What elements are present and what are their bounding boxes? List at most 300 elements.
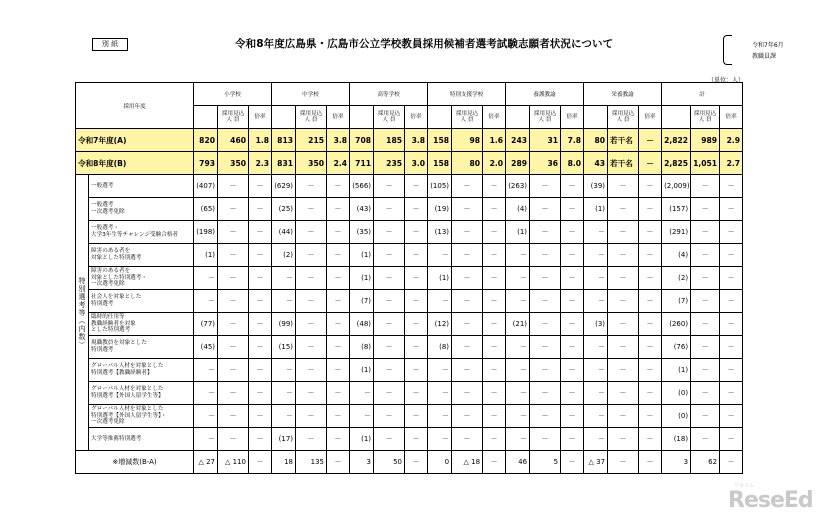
table-cell: － bbox=[327, 359, 350, 382]
table-cell: － bbox=[194, 428, 218, 451]
table-cell: － bbox=[452, 267, 483, 290]
table-cell: 3 bbox=[662, 451, 691, 474]
row-label: グローバル人材を対象とした 特別選考【教職経験者】 bbox=[89, 359, 194, 382]
watermark-small: リセマム bbox=[734, 483, 754, 489]
table-cell: 158 bbox=[428, 129, 452, 152]
table-cell: － bbox=[720, 428, 743, 451]
table-cell: 43 bbox=[584, 152, 608, 175]
table-cell: (1) bbox=[428, 267, 452, 290]
table-cell: 243 bbox=[506, 129, 530, 152]
table-cell: (4) bbox=[662, 244, 691, 267]
table-cell: － bbox=[374, 175, 405, 198]
table-cell: － bbox=[483, 175, 506, 198]
table-cell: － bbox=[561, 313, 584, 336]
table-cell: － bbox=[296, 290, 327, 313]
table-cell: (4) bbox=[506, 198, 530, 221]
table-cell: (1) bbox=[584, 198, 608, 221]
table-row-special bbox=[76, 382, 743, 405]
table-cell: － bbox=[720, 336, 743, 359]
table-cell: － bbox=[639, 221, 662, 244]
header-category: 採用年度 bbox=[76, 83, 194, 129]
table-cell: － bbox=[720, 175, 743, 198]
table-cell: － bbox=[639, 244, 662, 267]
table-cell: － bbox=[691, 244, 720, 267]
table-cell: － bbox=[405, 198, 428, 221]
table-cell: (1) bbox=[350, 267, 374, 290]
table-cell: － bbox=[452, 382, 483, 405]
table-cell: － bbox=[720, 221, 743, 244]
header-planned: 採用見込 人 員 bbox=[218, 106, 249, 129]
header-school: 特別支援学校 bbox=[428, 83, 506, 106]
table-cell: (44) bbox=[272, 221, 296, 244]
table-cell: － bbox=[691, 290, 720, 313]
table-cell: － bbox=[639, 336, 662, 359]
table-cell: － bbox=[452, 359, 483, 382]
table-cell: (407) bbox=[194, 175, 218, 198]
table-cell: 3.8 bbox=[327, 129, 350, 152]
table-cell: (1) bbox=[350, 359, 374, 382]
table-cell: (260) bbox=[662, 313, 691, 336]
table-cell: － bbox=[483, 313, 506, 336]
header-ratio: 倍率 bbox=[561, 106, 584, 129]
table-cell: － bbox=[296, 198, 327, 221]
table-cell: － bbox=[584, 290, 608, 313]
table-cell: － bbox=[249, 313, 272, 336]
table-cell: (39) bbox=[584, 175, 608, 198]
header-planned: 採用見込 人 員 bbox=[608, 106, 639, 129]
table-cell: － bbox=[405, 405, 428, 428]
table-cell: 158 bbox=[428, 152, 452, 175]
table-row-special bbox=[76, 313, 743, 336]
table-cell: － bbox=[452, 336, 483, 359]
table-cell: － bbox=[350, 405, 374, 428]
table-cell: － bbox=[530, 267, 561, 290]
table-cell: － bbox=[272, 290, 296, 313]
table-cell: － bbox=[374, 267, 405, 290]
table-cell: － bbox=[296, 313, 327, 336]
table-cell: (198) bbox=[194, 221, 218, 244]
table-cell: － bbox=[720, 451, 743, 474]
row-label: グローバル人材を対象とした 特別選考【外国人留学生等】・ 一次選考免除 bbox=[89, 405, 194, 428]
table-cell: － bbox=[561, 244, 584, 267]
table-cell: － bbox=[249, 267, 272, 290]
header-applicants bbox=[428, 106, 452, 129]
table-cell: － bbox=[218, 336, 249, 359]
table-cell: 2.7 bbox=[720, 152, 743, 175]
table-cell: － bbox=[584, 405, 608, 428]
header-school: 高等学校 bbox=[350, 83, 428, 106]
table-cell: － bbox=[452, 290, 483, 313]
table-cell: (2) bbox=[662, 267, 691, 290]
table-cell: － bbox=[428, 428, 452, 451]
row-label: 障害のある者を 対象とした特別選考・ 一次選考免除 bbox=[89, 267, 194, 290]
table-cell: － bbox=[374, 221, 405, 244]
table-cell: － bbox=[691, 382, 720, 405]
table-cell: － bbox=[194, 359, 218, 382]
table-cell: － bbox=[405, 382, 428, 405]
table-cell: － bbox=[720, 267, 743, 290]
table-cell: (21) bbox=[506, 313, 530, 336]
header-school: 養護教諭 bbox=[506, 83, 584, 106]
table-cell: － bbox=[350, 382, 374, 405]
table-cell: 7.8 bbox=[561, 129, 584, 152]
table-cell: － bbox=[218, 382, 249, 405]
table-cell: － bbox=[483, 382, 506, 405]
table-cell: － bbox=[405, 336, 428, 359]
header-applicants bbox=[272, 106, 296, 129]
table-cell: － bbox=[720, 198, 743, 221]
page-title: 令和8年度広島県・広島市公立学校教員採用候補者選考試験志願者状況について bbox=[235, 38, 614, 50]
table-cell: － bbox=[530, 290, 561, 313]
header-row-schools bbox=[76, 83, 743, 106]
table-row-special bbox=[76, 359, 743, 382]
table-cell: － bbox=[608, 405, 639, 428]
table-cell: － bbox=[608, 267, 639, 290]
table-cell: 185 bbox=[374, 129, 405, 152]
table-cell: (76) bbox=[662, 336, 691, 359]
table-cell: － bbox=[584, 244, 608, 267]
table-cell: － bbox=[218, 267, 249, 290]
table-cell: (8) bbox=[350, 336, 374, 359]
table-cell: － bbox=[720, 359, 743, 382]
table-cell: － bbox=[530, 221, 561, 244]
table-cell: － bbox=[561, 175, 584, 198]
table-cell: 813 bbox=[272, 129, 296, 152]
department: 教職員課 bbox=[752, 53, 777, 60]
table-cell: 3 bbox=[350, 451, 374, 474]
table-cell: － bbox=[639, 382, 662, 405]
table-cell: (99) bbox=[272, 313, 296, 336]
table-cell: － bbox=[561, 359, 584, 382]
table-cell: － bbox=[194, 382, 218, 405]
table-cell: (3) bbox=[584, 313, 608, 336]
header-planned: 採用見込 人 員 bbox=[374, 106, 405, 129]
table-cell: － bbox=[249, 198, 272, 221]
table-cell: － bbox=[561, 428, 584, 451]
table-cell: － bbox=[249, 244, 272, 267]
table-cell: － bbox=[452, 405, 483, 428]
table-cell: (8) bbox=[428, 336, 452, 359]
table-cell: － bbox=[561, 451, 584, 474]
table-cell: － bbox=[272, 382, 296, 405]
table-cell: － bbox=[608, 451, 639, 474]
table-cell: (263) bbox=[506, 175, 530, 198]
resemom-watermark bbox=[728, 483, 813, 513]
header-ratio: 倍率 bbox=[483, 106, 506, 129]
table-cell: － bbox=[506, 359, 530, 382]
table-cell: － bbox=[428, 359, 452, 382]
table-cell: － bbox=[639, 451, 662, 474]
table-cell: － bbox=[720, 244, 743, 267]
table-cell: － bbox=[691, 175, 720, 198]
table-cell: 5 bbox=[530, 451, 561, 474]
table-cell: － bbox=[452, 244, 483, 267]
table-cell: (65) bbox=[194, 198, 218, 221]
header-applicants bbox=[584, 106, 608, 129]
header-planned: 採用見込 人 員 bbox=[452, 106, 483, 129]
table-cell: 若干名 bbox=[608, 152, 639, 175]
table-cell: － bbox=[584, 221, 608, 244]
table-cell: － bbox=[218, 405, 249, 428]
table-cell: － bbox=[374, 198, 405, 221]
table-cell: － bbox=[194, 267, 218, 290]
table-cell: 3.0 bbox=[405, 152, 428, 175]
table-cell: － bbox=[483, 359, 506, 382]
table-cell: － bbox=[691, 336, 720, 359]
table-cell: 215 bbox=[296, 129, 327, 152]
table-cell: (0) bbox=[662, 405, 691, 428]
table-cell: － bbox=[405, 451, 428, 474]
table-cell: － bbox=[218, 359, 249, 382]
table-row-special bbox=[76, 244, 743, 267]
table-cell: △ 27 bbox=[194, 451, 218, 474]
table-cell: － bbox=[561, 221, 584, 244]
table-cell: － bbox=[296, 428, 327, 451]
table-cell: － bbox=[483, 451, 506, 474]
table-cell: － bbox=[608, 428, 639, 451]
table-cell: (1) bbox=[662, 359, 691, 382]
table-cell: 2,825 bbox=[662, 152, 691, 175]
table-cell: 1.8 bbox=[249, 129, 272, 152]
table-cell: (35) bbox=[350, 221, 374, 244]
table-cell: (2,009) bbox=[662, 175, 691, 198]
table-cell: － bbox=[218, 313, 249, 336]
table-cell: 50 bbox=[374, 451, 405, 474]
row-label: ※増減数(B-A) bbox=[76, 451, 194, 474]
table-cell: (13) bbox=[428, 221, 452, 244]
table-cell: － bbox=[639, 267, 662, 290]
table-cell: － bbox=[374, 336, 405, 359]
table-cell: － bbox=[296, 244, 327, 267]
applicants-table bbox=[75, 82, 743, 474]
table-cell: － bbox=[218, 244, 249, 267]
table-cell: － bbox=[272, 359, 296, 382]
table-cell: － bbox=[691, 267, 720, 290]
header-applicants bbox=[194, 106, 218, 129]
table-row-special bbox=[76, 405, 743, 428]
table-cell: － bbox=[506, 336, 530, 359]
table-cell: － bbox=[561, 267, 584, 290]
table-cell: － bbox=[530, 359, 561, 382]
table-cell: － bbox=[639, 290, 662, 313]
row-label: 大学等推薦特別選考 bbox=[89, 428, 194, 451]
table-cell: － bbox=[506, 267, 530, 290]
table-cell: (1) bbox=[350, 244, 374, 267]
table-cell: (17) bbox=[272, 428, 296, 451]
table-row-special bbox=[76, 336, 743, 359]
table-cell: － bbox=[327, 175, 350, 198]
table-cell: － bbox=[561, 382, 584, 405]
table-cell: － bbox=[483, 290, 506, 313]
table-cell: － bbox=[608, 290, 639, 313]
table-cell: － bbox=[530, 428, 561, 451]
table-cell: － bbox=[327, 382, 350, 405]
table-cell: 460 bbox=[218, 129, 249, 152]
table-cell: (1) bbox=[194, 244, 218, 267]
table-cell: － bbox=[608, 359, 639, 382]
table-cell: (15) bbox=[272, 336, 296, 359]
table-cell: － bbox=[691, 359, 720, 382]
table-cell: － bbox=[327, 313, 350, 336]
table-cell: (629) bbox=[272, 175, 296, 198]
table-cell: － bbox=[584, 336, 608, 359]
table-cell: － bbox=[483, 405, 506, 428]
table-cell: (0) bbox=[662, 382, 691, 405]
table-cell: (45) bbox=[194, 336, 218, 359]
issue-date: 令和7年6月 bbox=[752, 42, 784, 49]
table-row-diff bbox=[76, 451, 743, 474]
table-cell: － bbox=[194, 405, 218, 428]
table-cell: － bbox=[296, 336, 327, 359]
table-row-year bbox=[76, 152, 743, 175]
table-cell: － bbox=[561, 290, 584, 313]
table-cell: － bbox=[249, 382, 272, 405]
table-cell: － bbox=[296, 359, 327, 382]
row-label: 臨時的任用等 教職経験者を対象 とした特別選考 bbox=[89, 313, 194, 336]
table-cell: 98 bbox=[452, 129, 483, 152]
table-cell: － bbox=[327, 244, 350, 267]
table-row-special bbox=[76, 290, 743, 313]
table-cell: (1) bbox=[350, 428, 374, 451]
table-cell: － bbox=[194, 290, 218, 313]
table-cell: － bbox=[249, 175, 272, 198]
table-cell: － bbox=[218, 221, 249, 244]
table-cell: － bbox=[691, 428, 720, 451]
table-cell: － bbox=[483, 336, 506, 359]
table-cell: － bbox=[428, 382, 452, 405]
table-cell: (12) bbox=[428, 313, 452, 336]
table-cell: － bbox=[483, 428, 506, 451]
table-cell: － bbox=[530, 313, 561, 336]
header-school: 栄養教諭 bbox=[584, 83, 662, 106]
table-cell: － bbox=[428, 405, 452, 428]
table-cell: － bbox=[327, 428, 350, 451]
table-cell: － bbox=[249, 359, 272, 382]
table-cell: － bbox=[296, 175, 327, 198]
table-cell: (1) bbox=[506, 221, 530, 244]
table-cell: 若干名 bbox=[608, 129, 639, 152]
table-cell: － bbox=[608, 175, 639, 198]
table-cell: 62 bbox=[691, 451, 720, 474]
table-cell: (7) bbox=[662, 290, 691, 313]
table-cell: － bbox=[452, 313, 483, 336]
table-cell: 18 bbox=[272, 451, 296, 474]
table-cell: － bbox=[327, 198, 350, 221]
table-cell: － bbox=[405, 244, 428, 267]
table-row-special bbox=[76, 198, 743, 221]
table-cell: 2.4 bbox=[327, 152, 350, 175]
table-cell: － bbox=[720, 405, 743, 428]
header-applicants bbox=[350, 106, 374, 129]
table-cell: － bbox=[296, 267, 327, 290]
table-cell: － bbox=[530, 244, 561, 267]
header-school: 中学校 bbox=[272, 83, 350, 106]
table-cell: － bbox=[374, 382, 405, 405]
table-cell: － bbox=[428, 290, 452, 313]
table-cell: － bbox=[584, 267, 608, 290]
table-row-special bbox=[76, 175, 743, 198]
table-cell: － bbox=[530, 175, 561, 198]
table-cell: － bbox=[530, 382, 561, 405]
table-cell: － bbox=[639, 152, 662, 175]
table-cell: 135 bbox=[296, 451, 327, 474]
table-cell: － bbox=[374, 244, 405, 267]
table-cell: － bbox=[561, 405, 584, 428]
attachment-label: 別 紙 bbox=[92, 38, 128, 51]
row-label: 障害のある者を 対象とした特別選考 bbox=[89, 244, 194, 267]
table-cell: － bbox=[608, 221, 639, 244]
table-cell: － bbox=[691, 221, 720, 244]
table-cell: － bbox=[405, 221, 428, 244]
table-cell: (2) bbox=[272, 244, 296, 267]
table-cell: － bbox=[561, 198, 584, 221]
table-cell: 989 bbox=[691, 129, 720, 152]
table-cell: － bbox=[639, 129, 662, 152]
table-cell: － bbox=[506, 428, 530, 451]
table-cell: － bbox=[483, 244, 506, 267]
table-cell: (77) bbox=[194, 313, 218, 336]
table-cell: 80 bbox=[584, 129, 608, 152]
table-cell: － bbox=[327, 451, 350, 474]
table-cell: － bbox=[608, 313, 639, 336]
table-cell: － bbox=[608, 336, 639, 359]
table-cell: 31 bbox=[530, 129, 561, 152]
table-cell: － bbox=[639, 313, 662, 336]
table-cell: － bbox=[296, 221, 327, 244]
table-cell: － bbox=[720, 313, 743, 336]
table-cell: △ 110 bbox=[218, 451, 249, 474]
header-planned: 採用見込 人 員 bbox=[691, 106, 720, 129]
table-cell: 2.9 bbox=[720, 129, 743, 152]
table-cell: (48) bbox=[350, 313, 374, 336]
table-cell: 793 bbox=[194, 152, 218, 175]
table-cell: － bbox=[506, 244, 530, 267]
table-cell: 8.0 bbox=[561, 152, 584, 175]
row-label: 一般選考 bbox=[89, 175, 194, 198]
side-label: 特別選考等（内数） bbox=[76, 175, 89, 451]
row-label: 社会人を対象とした 特別選考 bbox=[89, 290, 194, 313]
table-cell: △ 18 bbox=[452, 451, 483, 474]
table-cell: － bbox=[608, 244, 639, 267]
table-cell: － bbox=[405, 359, 428, 382]
table-cell: (43) bbox=[350, 198, 374, 221]
table-cell: (18) bbox=[662, 428, 691, 451]
table-cell: － bbox=[720, 382, 743, 405]
table-cell: － bbox=[374, 405, 405, 428]
table-cell: － bbox=[249, 451, 272, 474]
table-cell: 820 bbox=[194, 129, 218, 152]
table-cell: － bbox=[530, 336, 561, 359]
table-cell: 3.8 bbox=[405, 129, 428, 152]
table-cell: － bbox=[530, 198, 561, 221]
table-cell: － bbox=[327, 267, 350, 290]
table-cell: 1.6 bbox=[483, 129, 506, 152]
table-cell: － bbox=[296, 405, 327, 428]
row-label: 一般選考 一次選考免除 bbox=[89, 198, 194, 221]
header-ratio: 倍率 bbox=[327, 106, 350, 129]
row-label: 一般選考・ 大学3年生等チャレンジ受験合格者 bbox=[89, 221, 194, 244]
table-cell: － bbox=[327, 290, 350, 313]
table-row-special bbox=[76, 221, 743, 244]
table-cell: － bbox=[374, 428, 405, 451]
table-cell: 2.3 bbox=[249, 152, 272, 175]
table-cell: － bbox=[452, 428, 483, 451]
table-cell: － bbox=[483, 221, 506, 244]
table-cell: 289 bbox=[506, 152, 530, 175]
table-cell: (105) bbox=[428, 175, 452, 198]
header-planned: 採用見込 人 員 bbox=[296, 106, 327, 129]
table-cell: － bbox=[483, 198, 506, 221]
